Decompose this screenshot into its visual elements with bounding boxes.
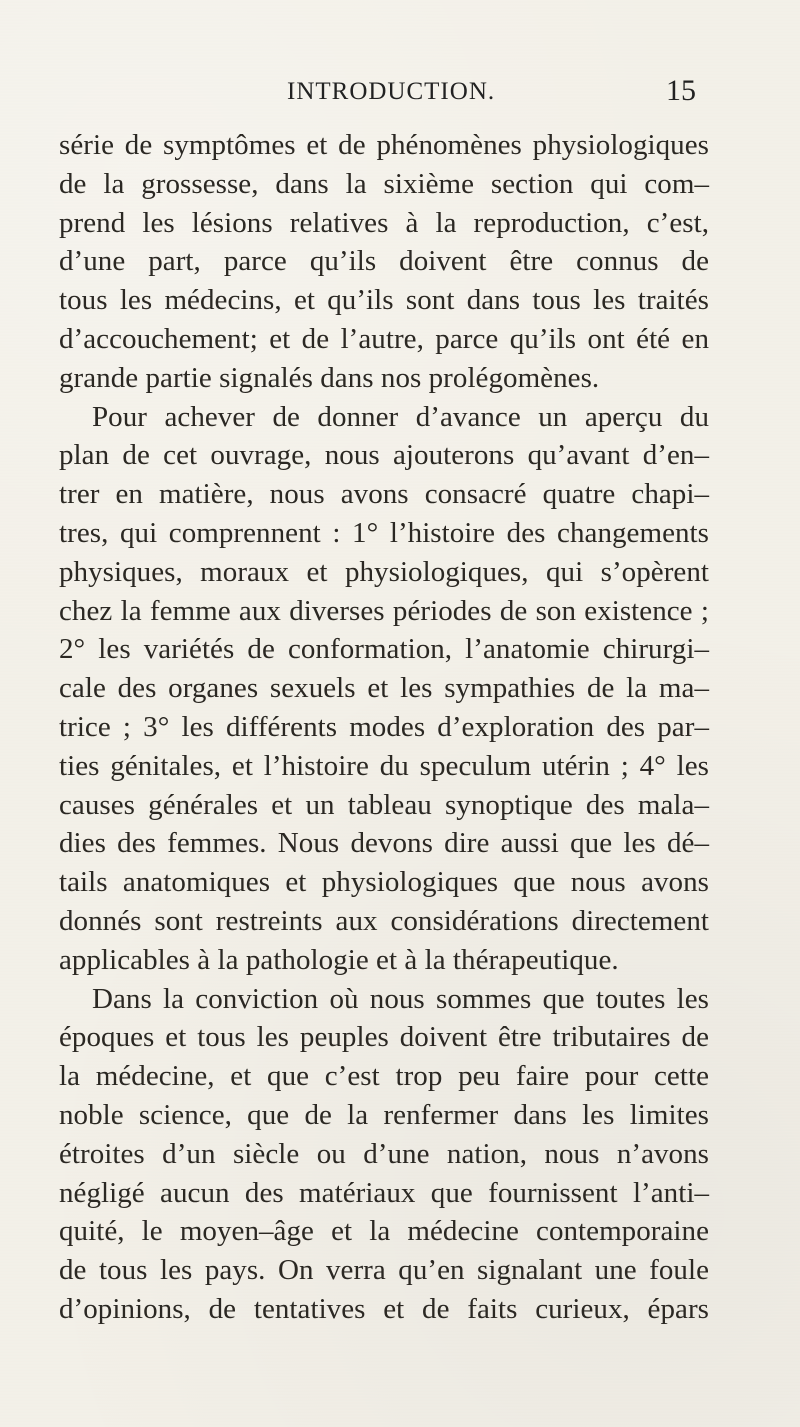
text-line: d’opinions, de tentatives et de faits curieux, épars [59, 1292, 709, 1325]
text-line: cale des organes sexuels et les sympathies de la ma– [59, 672, 709, 705]
text-line: physiques, moraux et physiologiques, qui s’opèrent [59, 555, 709, 588]
text-line: plan de cet ouvrage, nous ajouterons qu’avant d’en– [59, 439, 709, 472]
text-line: d’accouchement; et de l’autre, parce qu’ils ont été en [59, 322, 709, 355]
text-line: tres, qui comprennent : 1° l’histoire des changements [59, 516, 709, 549]
text-line: de tous les pays. On verra qu’en signalant une foule [59, 1254, 709, 1287]
text-line: causes générales et un tableau synoptique des mala– [59, 788, 709, 821]
text-line: Pour achever de donner d’avance un aperçu du [92, 400, 709, 433]
text-line: la médecine, et que c’est trop peu faire pour cette [59, 1060, 709, 1093]
text-line: négligé aucun des matériaux que fournissent l’anti– [59, 1176, 709, 1209]
text-line: dies des femmes. Nous devons dire aussi que les dé– [59, 827, 709, 860]
running-title: INTRODUCTION. [287, 78, 496, 105]
text-line: étroites d’un siècle ou d’une nation, nous n’avons [59, 1137, 709, 1170]
text-line: série de symptômes et de phénomènes physiologiques [59, 129, 709, 161]
text-line: tails anatomiques et physiologiques que nous avons [59, 866, 709, 899]
text-line: ties génitales, et l’histoire du speculum utérin ; 4° les [59, 749, 709, 782]
page-number: 15 [666, 74, 696, 107]
text-line: chez la femme aux diverses périodes de son existence ; [59, 594, 709, 627]
text-line: quité, le moyen–âge et la médecine contemporaine [59, 1215, 709, 1248]
running-head [0, 74, 800, 118]
text-line: trer en matière, nous avons consacré quatre chapi– [59, 478, 709, 511]
text-line: donnés sont restreints aux considérations directement [59, 904, 709, 937]
text-line: époques et tous les peuples doivent être tributaires de [59, 1021, 709, 1054]
text-line: prend les lésions relatives à la reproduction, c’est, [59, 206, 709, 239]
text-line: de la grossesse, dans la sixième section qui com– [59, 167, 709, 200]
text-line: tous les médecins, et qu’ils sont dans tous les traités [59, 284, 709, 317]
text-line: d’une part, parce qu’ils doivent être connus de [59, 245, 709, 278]
text-line: 2° les variétés de conformation, l’anatomie chirurgi– [59, 633, 709, 666]
text-line: noble science, que de la renfermer dans les limites [59, 1098, 709, 1131]
text-line: Dans la conviction où nous sommes que toutes les [92, 982, 709, 1015]
body-text [59, 126, 709, 1329]
text-line: grande partie signalés dans nos prolégomènes. [59, 361, 600, 394]
text-line: applicables à la pathologie et à la thérapeutique. [59, 943, 619, 976]
text-line: trice ; 3° les différents modes d’exploration des par– [59, 710, 709, 743]
